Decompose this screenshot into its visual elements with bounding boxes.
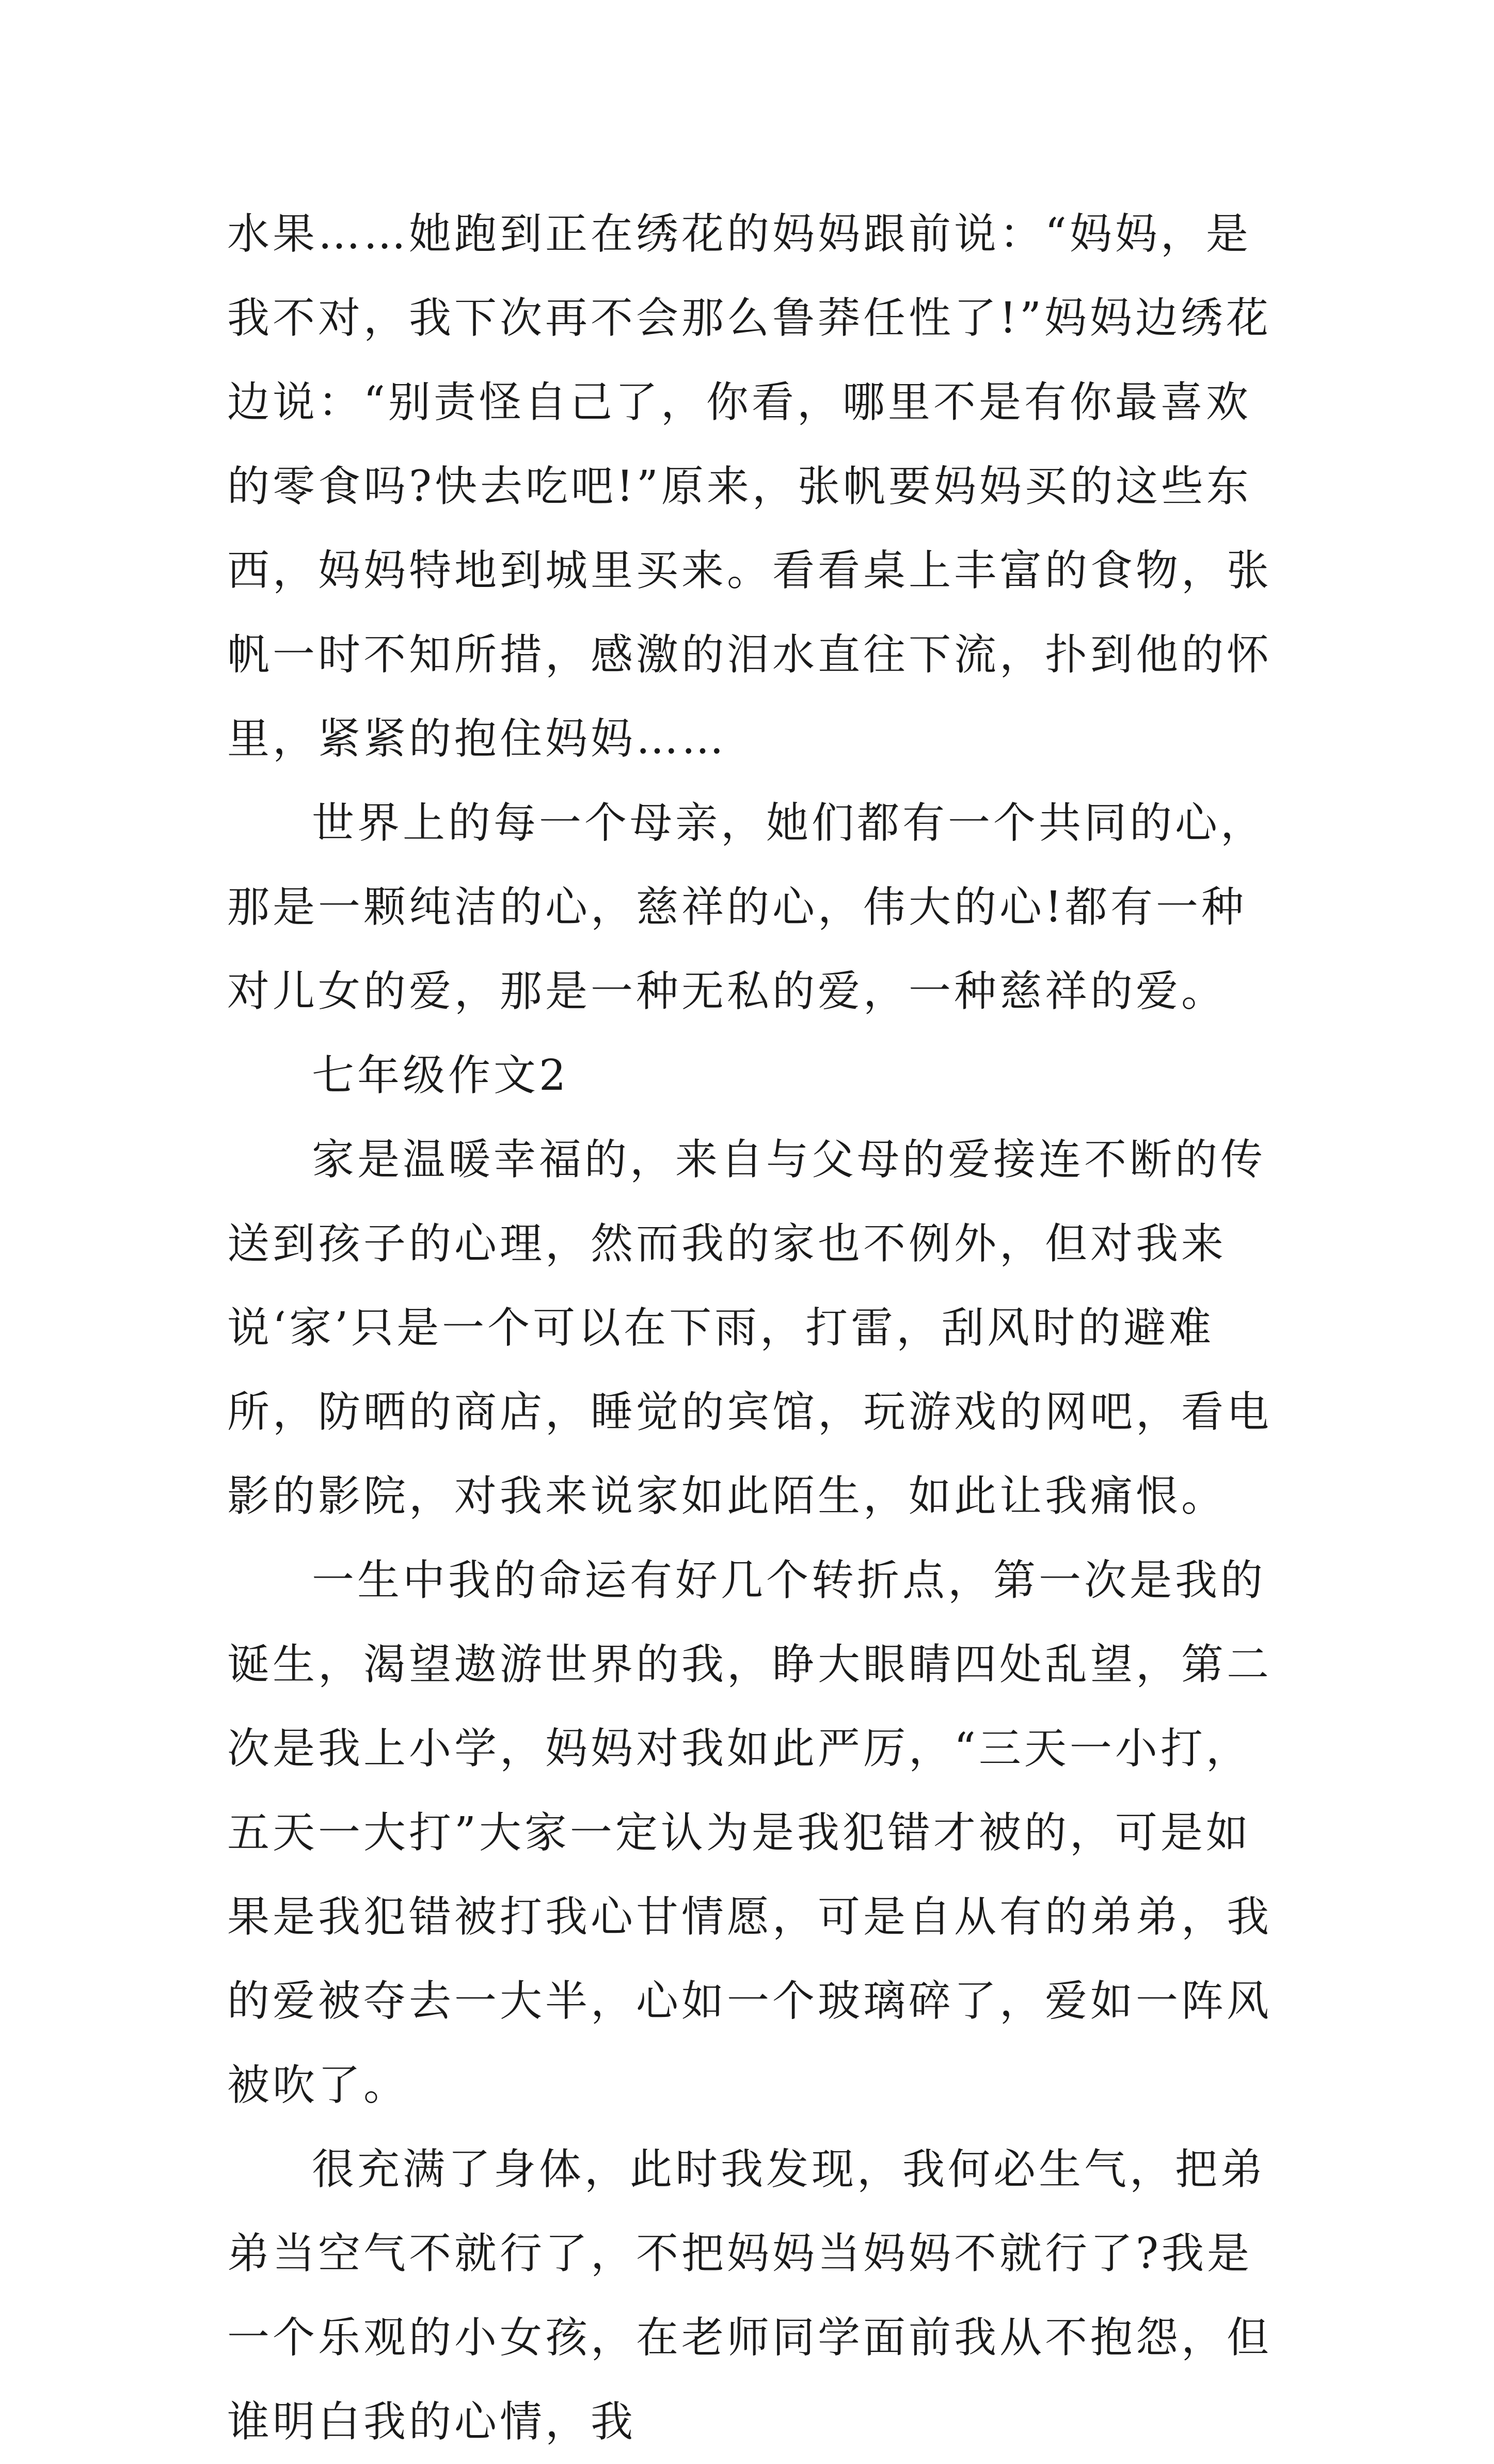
paragraph-continued: 水果……她跑到正在绣花的妈妈跟前说：“妈妈，是我不对，我下次再不会那么鲁莽任性了!”妈妈边绣花边说：“别责怪自己了，你看，哪里不是有你最喜欢的零食吗?快去吃吧!”原来，张帆要妈妈买的这些东西，妈妈特地到城里买来。看看桌上丰富的食物，张帆一时不知所措，感激的泪水直往下流，扑到他的怀里，紧紧的抱住妈妈……: [227, 210, 1273, 764]
paragraph-turning-points: 一生中我的命运有好几个转折点，第一次是我的诞生，渴望遨游世界的我，睁大眼睛四处乱望，第二次是我上小学，妈妈对我如此严厉，“三天一小打，五天一大打”大家一定认为是我犯错才被的，可是如果是我犯错被打我心甘情愿，可是自从有的弟弟，我的爱被夺去一大半，心如一个玻璃碎了，爱如一阵风被吹了。: [227, 1556, 1273, 2110]
essay-heading: 七年级作文2: [312, 1051, 569, 1100]
paragraph-optimistic-girl: 很充满了身体，此时我发现，我何必生气，把弟弟当空气不就行了，不把妈妈当妈妈不就行了?我是一个乐观的小女孩，在老师同学面前我从不抱怨，但谁明白我的心情，我: [227, 2145, 1273, 2446]
document-body: [227, 192, 1280, 2464]
paragraph-mothers-love: 世界上的每一个母亲，她们都有一个共同的心，那是一颗纯洁的心，慈祥的心，伟大的心!都有一种对儿女的爱，那是一种无私的爱，一种慈祥的爱。: [227, 799, 1266, 1016]
paragraph-home: 家是温暖幸福的，来自与父母的爱接连不断的传送到孩子的心理，然而我的家也不例外，但对我来说‘家’只是一个可以在下雨，打雷，刮风时的避难所，防晒的商店，睡觉的宾馆，玩游戏的网吧，看电影的影院，对我来说家如此陌生，如此让我痛恨。: [227, 1135, 1273, 1521]
